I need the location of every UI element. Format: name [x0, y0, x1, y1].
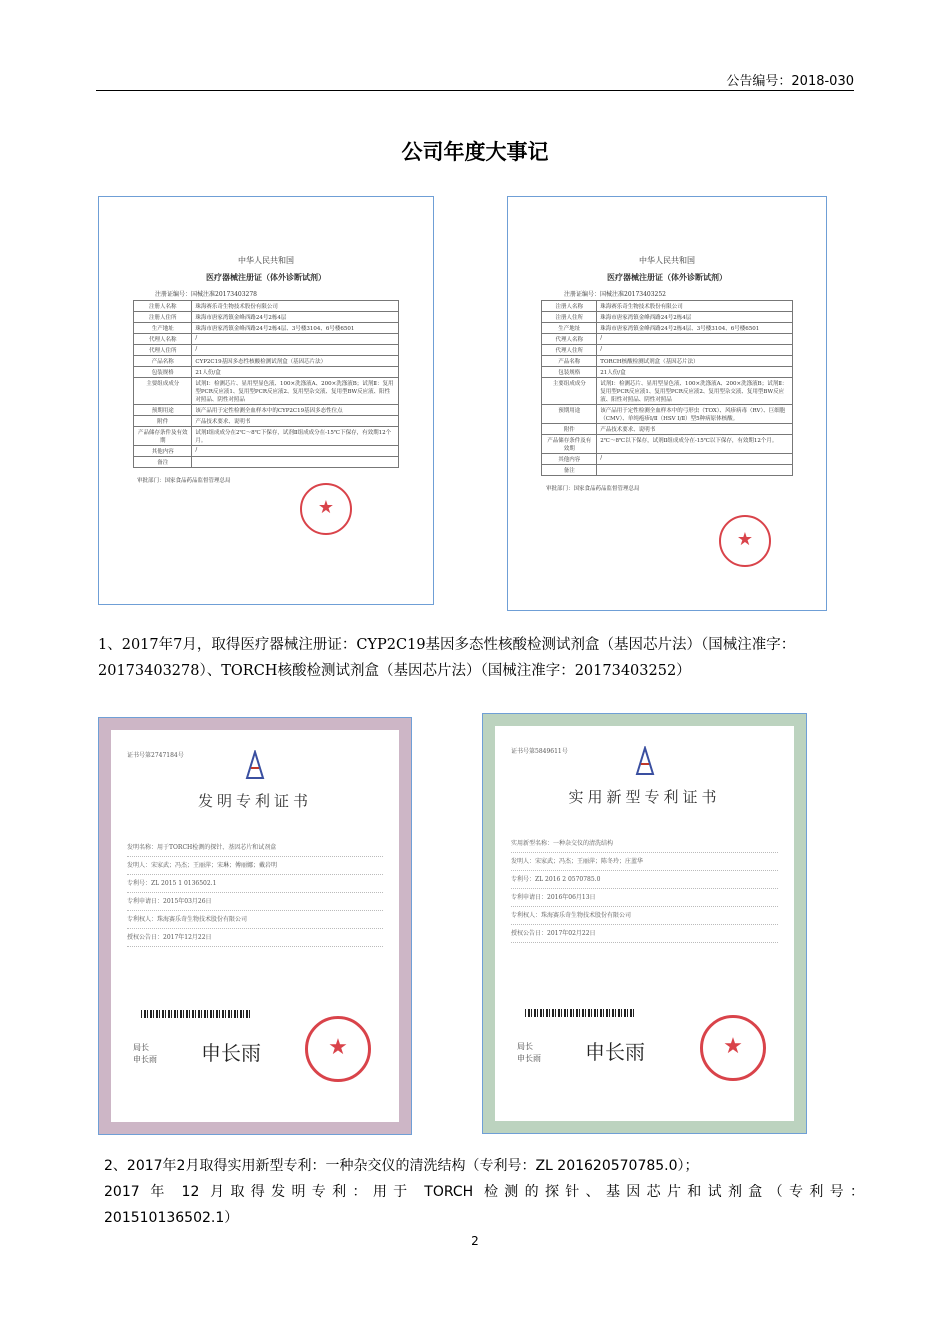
patent-details	[127, 839, 383, 947]
page-title: 公司年度大事记	[401, 140, 549, 164]
cert-field-value: /	[597, 345, 793, 356]
cert-field-value	[597, 465, 793, 476]
cert-field-label: 代理人名称	[542, 334, 597, 345]
official-seal	[300, 483, 352, 535]
cert-field-label: 注册人名称	[134, 301, 192, 312]
cert-field-label: 产品名称	[134, 356, 192, 367]
cert-field-label: 产品储存条件及有效期	[542, 435, 597, 454]
cert-field-label: 备注	[134, 457, 192, 468]
cert-field-label: 注册人住所	[134, 312, 192, 323]
cert-field-value: 珠海赛乐奇生物技术股份有限公司	[192, 301, 399, 312]
cert-field-value: CYP2C19基因多态性核酸检测试剂盒（基因芯片法）	[192, 356, 399, 367]
patent-line: 专利权人：珠海赛乐奇生物技术股份有限公司	[511, 907, 778, 925]
patent-line: 专利号：ZL 2015 1 0136502.1	[127, 875, 383, 893]
cert-title: 医疗器械注册证（体外诊断试剂）	[206, 272, 326, 282]
patent-seal	[305, 1016, 371, 1082]
cert-row	[542, 367, 793, 378]
cert-row	[542, 301, 793, 312]
patent-signatory: 局长 申长雨	[133, 1043, 157, 1064]
cert-field-value: 珠海赛乐奇生物技术股份有限公司	[597, 301, 793, 312]
patent-line: 专利申请日：2016年06月13日	[511, 889, 778, 907]
utility-model-patent-certificate	[482, 713, 807, 1134]
cert-row	[134, 301, 399, 312]
registration-certificate-1	[98, 196, 434, 605]
patent-title: 实用新型专利证书	[568, 788, 721, 806]
cert-field-value: 珠海市唐家湾镇金峰西路24号2栋4层	[597, 312, 793, 323]
cert-reg-no: 注册证编号：国械注准20173403252	[564, 291, 666, 298]
cert-field-label: 包装规格	[134, 367, 192, 378]
cert-field-value: 21人份/盒	[192, 367, 399, 378]
cert-reg-no: 注册证编号：国械注准20173403278	[155, 291, 257, 298]
cert-field-label: 附件	[134, 416, 192, 427]
cert-row	[134, 345, 399, 356]
cert-row	[134, 356, 399, 367]
cert-row	[134, 416, 399, 427]
cert-row	[542, 323, 793, 334]
cert-field-label: 预期用途	[542, 405, 597, 424]
cert-field-label: 包装规格	[542, 367, 597, 378]
cert-row	[134, 405, 399, 416]
announcement-number: 公告编号：2018-030	[726, 74, 854, 89]
cert-field-value: 产品技术要求、说明书	[597, 424, 793, 435]
cert-row	[542, 334, 793, 345]
cert-field-value: /	[192, 446, 399, 457]
patent-cert-no: 证书号第2747184号	[127, 752, 184, 759]
cert-field-value: 珠海市唐家湾镇金峰西路24号2栋4层、3号楼3104、6号楼6501	[192, 323, 399, 334]
caption-patents-line-1: 2、2017年2月取得实用新型专利：一种杂交仪的清洗结构（专利号：ZL 201620570785.0）；	[104, 1158, 699, 1174]
cert-country: 中华人民共和国	[238, 256, 294, 265]
cert-field-label: 生产地址	[134, 323, 192, 334]
cert-field-value: /	[192, 334, 399, 345]
cert-field-value: /	[597, 334, 793, 345]
cert-row	[542, 378, 793, 405]
invention-patent-certificate	[98, 717, 412, 1135]
cert-field-value: 产品技术要求、说明书	[192, 416, 399, 427]
patent-line: 专利号：ZL 2016 2 0570785.0	[511, 871, 778, 889]
cert-row	[542, 405, 793, 424]
page-number: 2	[471, 1234, 479, 1248]
cert-row	[134, 457, 399, 468]
official-seal	[719, 515, 771, 567]
cnipa-logo-icon	[243, 750, 267, 780]
cert-field-label: 代理人住所	[542, 345, 597, 356]
cert-row	[134, 334, 399, 345]
cert-field-label: 其他内容	[134, 446, 192, 457]
cert-row	[542, 424, 793, 435]
cert-row	[134, 312, 399, 323]
cert-field-label: 代理人住所	[134, 345, 192, 356]
cert-row	[542, 345, 793, 356]
cert-issuer: 审批部门：国家食品药品监督管理总局	[546, 486, 640, 492]
header-rule	[96, 90, 854, 91]
cert-field-label: 其他内容	[542, 454, 597, 465]
cert-row	[134, 378, 399, 405]
cert-field-label: 附件	[542, 424, 597, 435]
cert-row	[134, 446, 399, 457]
patent-line: 授权公告日：2017年02月22日	[511, 925, 778, 943]
cert-field-label: 产品储存条件及有效期	[134, 427, 192, 446]
cert-row	[542, 435, 793, 454]
caption-patents-line-2: 2017 年 12 月取得发明专利：用于 TORCH 检测的探针、基因芯片和试剂盒（专利号：	[104, 1184, 864, 1200]
patent-signatory: 局长 申长雨	[517, 1042, 541, 1063]
cert-field-value: 珠海市唐家湾镇金峰西路24号2栋4层	[192, 312, 399, 323]
cert-field-label: 生产地址	[542, 323, 597, 334]
cert-field-value: 珠海市唐家湾镇金峰西路24号2栋4层、3号楼3104、6号楼6501	[597, 323, 793, 334]
patent-line: 专利权人：珠海赛乐奇生物技术股份有限公司	[127, 911, 383, 929]
cert-row	[134, 367, 399, 378]
cert-field-value: 2℃～8℃以下保存，试剂Ⅱ组成成分在-15℃以下保存，有效期12个月。	[597, 435, 793, 454]
patent-line: 实用新型名称：一种杂交仪的清洗结构	[511, 835, 778, 853]
cert-field-value	[192, 457, 399, 468]
cert-field-value: 21人份/盒	[597, 367, 793, 378]
cert-title: 医疗器械注册证（体外诊断试剂）	[607, 272, 727, 282]
patent-line: 发明人：宋家武；冯杰；王丽萍；陈冬玲；庄蓝华	[511, 853, 778, 871]
barcode	[525, 1009, 635, 1017]
cert-field-label: 注册人名称	[542, 301, 597, 312]
cert-field-value: TORCH核酸检测试剂盒（基因芯片法）	[597, 356, 793, 367]
cnipa-logo-icon	[633, 746, 657, 776]
cert-row	[542, 465, 793, 476]
cert-field-value: 该产品用于定性检测全血样本中的弓形虫（TOX）、风疹病毒（RV）、巨细胞（CMV）、单纯疱疹Ⅰ/Ⅱ（HSV Ⅰ/Ⅱ）型5种病原体核酸。	[597, 405, 793, 424]
cert-row	[134, 427, 399, 446]
cert-field-label: 产品名称	[542, 356, 597, 367]
cert-field-label: 注册人住所	[542, 312, 597, 323]
handwritten-signature: 申长雨	[585, 1040, 645, 1064]
cert-field-value: /	[597, 454, 793, 465]
cert-field-value: /	[192, 345, 399, 356]
cert-field-value: 试剂Ⅰ：检测芯片、显用型显色液、100×洗涤液A、200×洗涤液B；试剂Ⅱ：复用型PCR反应液1、复用型PCR反应液2、复用型杂交液、复用型BW反应液、阳性对照品、阴性对照品	[192, 378, 399, 405]
patent-details	[511, 835, 778, 943]
patent-line: 授权公告日：2017年12月22日	[127, 929, 383, 947]
cert-table	[541, 300, 793, 476]
cert-row	[542, 454, 793, 465]
cert-field-value: 试剂Ⅰ：检测芯片、显用型显色液、100×洗涤液A、200×洗涤液B；试剂Ⅱ：复用型PCR反应液1、复用型PCR反应液2、复用型杂交液、复用型BW反应液、阳性对照品、阴性对照品	[597, 378, 793, 405]
cert-row	[542, 356, 793, 367]
caption-patents	[104, 1153, 864, 1231]
cert-field-label: 预期用途	[134, 405, 192, 416]
caption-patents-line-3: 201510136502.1）	[104, 1210, 239, 1226]
patent-line: 专利申请日：2015年03月26日	[127, 893, 383, 911]
registration-certificate-2	[507, 196, 827, 611]
cert-field-value: 该产品用于定性检测全血样本中的CYP2C19基因多态性位点	[192, 405, 399, 416]
cert-row	[134, 323, 399, 334]
cert-issuer: 审批部门：国家食品药品监督管理总局	[137, 478, 231, 484]
patent-line: 发明名称：用于TORCH检测的探针、基因芯片和试剂盒	[127, 839, 383, 857]
patent-line: 发明人：宋家武；冯杰；王丽萍；宋琳；傅丽娜；戴岩明	[127, 857, 383, 875]
cert-field-label: 备注	[542, 465, 597, 476]
patent-seal	[700, 1015, 766, 1081]
cert-country: 中华人民共和国	[639, 256, 695, 265]
cert-field-label: 代理人名称	[134, 334, 192, 345]
handwritten-signature: 申长雨	[201, 1041, 261, 1065]
patent-cert-no: 证书号第5849611号	[511, 748, 568, 755]
cert-field-label: 主要组成成分	[542, 378, 597, 405]
caption-registration: 1、2017年7月，取得医疗器械注册证：CYP2C19基因多态性核酸检测试剂盒（基因芯片法）（国械注准字：20173403278）、TORCH核酸检测试剂盒（基因芯片法）（国械注准字：20173403252）	[98, 637, 796, 679]
cert-table	[133, 300, 399, 468]
cert-field-label: 主要组成成分	[134, 378, 192, 405]
cert-field-value: 试剂Ⅰ组成成分在2℃～8℃下保存，试剂Ⅱ组成成分在-15℃下保存，有效期12个月。	[192, 427, 399, 446]
cert-row	[542, 312, 793, 323]
barcode	[141, 1010, 251, 1018]
patent-title: 发明专利证书	[197, 792, 312, 810]
